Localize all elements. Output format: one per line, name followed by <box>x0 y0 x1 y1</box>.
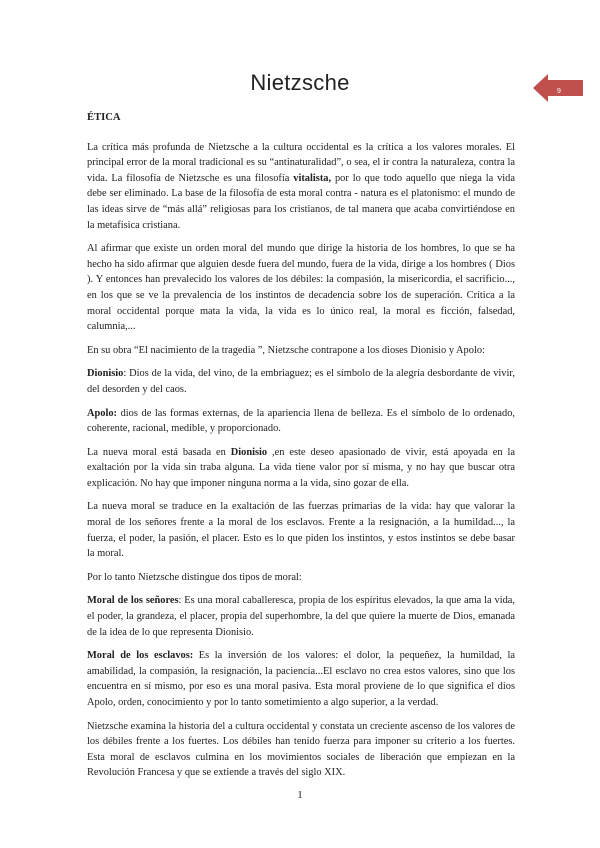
paragraph-nacimiento-tragedia: En su obra “El nacimiento de la tragedia ”, Nietzsche contrapone a los dioses Dionisio y Apolo: <box>87 344 485 356</box>
section-heading: ÉTICA <box>87 112 121 123</box>
bold-term: Dionisio <box>87 368 124 380</box>
bold-term: Dionisio <box>230 446 268 458</box>
bold-term: Moral de los esclavos: <box>87 650 194 662</box>
paragraph-fuerzas-primarias: La nueva moral se traduce en la exaltación de las fuerzas primarias de la vida: hay que valorar la moral de los señores frente a la moral de los esclavos. Frente a la resignación, a la humildad..., la fuerza, el poder, la pasión, el placer. Esto es lo que piden los instintos, y estos instintos se debe basar la moral. <box>87 501 515 560</box>
bold-term: Moral de los señores <box>87 595 179 607</box>
paragraph-apolo: Apolo: dios de las formas externas, de la apariencia llena de belleza. Es el símbolo de lo ordenado, coherente, racional, medible, y proporcionado. <box>87 407 515 435</box>
paragraph-moral-senores: Moral de los señores: Es una moral caballeresca, propia de los espíritus elevados, la que ama la vida, el poder, la grandeza, el placer, propia del superhombre, la del que quiere la muerte de Dios, emanada de la idea de lo que representa Dionisio. <box>87 595 515 638</box>
bold-term: Apolo: <box>87 407 118 419</box>
page-title: Nietzsche <box>250 70 350 95</box>
paragraph-nueva-moral: La nueva moral está basada en Dionisio ,en este deseo apasionado de vivir, está apoyada en la exaltación por la vida sin traba alguna. La vida tiene valor por sí misma, y no hay que buscar otra explicación. No hay que imponer ninguna norma a la vida, sino gozar de ella. <box>87 446 515 489</box>
paragraph-dionisio: Dionisio: Dios de la vida, del vino, de la embriaguez; es el símbolo de la alegría desbordante de vivir, del desorden y del caos. <box>87 368 515 395</box>
page-number: 1 <box>297 789 303 801</box>
arrow-mark: 9 <box>557 88 561 95</box>
back-arrow-icon[interactable] <box>533 73 583 103</box>
paragraph-moral-esclavos: Moral de los esclavos: Es la inversión de los valores: el dolor, la pequeñez, la humildad, la amabilidad, la compasión, la resignación, la paciencia...El esclavo no crea estos valores, sino que los encuentra en sí mismo, por eso es una moral pasiva. Esta moral proviene de lo que significa el dios Apolo, orden, conocimiento y por lo tanto sometimiento a algo superior, a la verdad. <box>87 650 516 708</box>
paragraph-critica: La crítica más profunda de Nietzsche a la cultura occidental es la crítica a los valores morales. El principal error de la moral tradicional es su “antinaturalidad”, o sea, el ir contra la naturaleza, contra la vida. La filosofía de Nietzsche es una filosofía vitalista, por lo que todo aquello que niega la vida debe ser eliminado. La base de la filosofía de esta moral contra - natura es el platonismo: el mundo de las ideas sirve de “más allá” religiosas para los cristianos, de tal manera que acaba convirtiéndose en la metafísica cristiana. <box>87 141 515 231</box>
paragraph-historia: Nietzsche examina la historia del a cultura occidental y constata un creciente ascenso de los valores de los débiles frente a los fuertes. Los débiles han tenido fuerza para imponer su criterio a los fuertes. Esta moral de esclavos culmina en los movimientos sociales de liberación que empiezan en la Revolución Francesa y que se extiende a través del siglo XIX. <box>87 720 515 779</box>
bold-term: vitalista, <box>293 172 332 184</box>
paragraph-dos-tipos: Por lo tanto Nietzsche distingue dos tipos de moral: <box>87 571 302 583</box>
paragraph-orden-moral: Al afirmar que existe un orden moral del mundo que dirige la historia de los hombres, lo que se ha hecho ha sido afirmar que alguien desde fuera del mundo, fuera de la vida, dirige a los hombres ( Dios ). Y entonces han prevalecido los valores de los débiles: la compasión, la misericordia, el sacrificio..., en los que se ve la prevalencia de los instintos de decadencia sobre los de superación. Crítica a la moral occidental porque mata la vida, la vida es lo único real, la moral es ficción, falsedad, calumnia,... <box>87 243 515 333</box>
document-body <box>87 110 515 789</box>
